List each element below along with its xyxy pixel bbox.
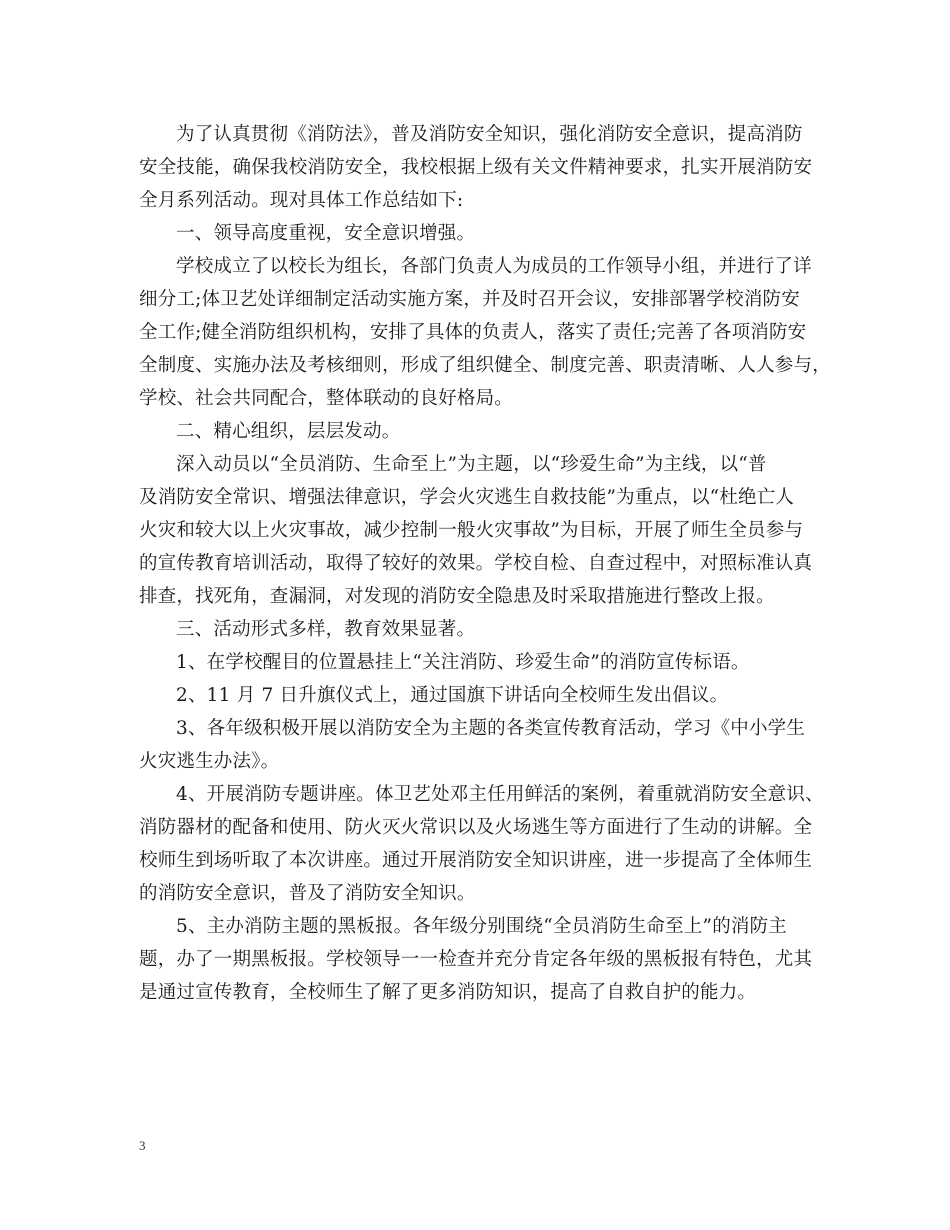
paragraph-line: 安全技能，确保我校消防安全，我校根据上级有关文件精神要求，扎实开展消防安 — [139, 157, 813, 178]
list-item-continuation: 的消防安全意识，普及了消防安全知识。 — [139, 883, 476, 904]
list-item-continuation: 火灾逃生办法》。 — [139, 751, 280, 772]
list-item-continuation: 校师生到场听取了本次讲座。通过开展消防安全知识讲座，进一步提高了全体师生 — [139, 850, 813, 871]
section-heading: 二、精心组织，层层发动。 — [176, 421, 401, 442]
list-item: 3、各年级积极开展以消防安全为主题的各类宣传教育活动，学习《中小学生 — [176, 718, 806, 739]
page-number: 3 — [139, 1138, 146, 1153]
list-item: 4、开展消防专题讲座。体卫艺处邓主任用鲜活的案例，着重就消防安全意识、 — [176, 784, 824, 805]
paragraph-line: 学校成立了以校长为组长，各部门负责人为成员的工作领导小组，并进行了详 — [176, 256, 812, 277]
paragraph-line: 学校、社会共同配合，整体联动的良好格局。 — [139, 388, 514, 409]
paragraph-line: 火灾和较大以上火灾事故，减少控制一般火灾事故”为目标，开展了师生全员参与 — [139, 520, 804, 541]
list-item: 5、主办消防主题的黑板报。各年级分别围绕“全员消防生命至上”的消防主 — [176, 916, 787, 937]
paragraph-line: 全月系列活动。现对具体工作总结如下: — [139, 190, 464, 211]
paragraph-line: 为了认真贯彻《消防法》，普及消防安全知识，强化消防安全意识，提高消防 — [176, 124, 803, 145]
section-heading: 三、活动形式多样，教育效果显著。 — [176, 619, 476, 640]
section-heading: 一、领导高度重视，安全意识增强。 — [176, 223, 476, 244]
list-item-continuation: 消防器材的配备和使用、防火灭火常识以及火场逃生等方面进行了生动的讲解。全 — [139, 817, 813, 838]
list-item-continuation: 是通过宣传教育，全校师生了解了更多消防知识，提高了自救自护的能力。 — [139, 982, 757, 1003]
list-item: 2、11 月 7 日升旗仪式上，通过国旗下讲话向全校师生发出倡议。 — [176, 685, 729, 706]
list-item: 1、在学校醒目的位置悬挂上“关注消防、珍爱生命”的消防宣传标语。 — [176, 652, 750, 673]
paragraph-line: 深入动员以“全员消防、生命至上”为主题，以“珍爱生命”为主线，以“普 — [176, 454, 767, 475]
paragraph-line: 排查，找死角，查漏洞，对发现的消防安全隐患及时采取措施进行整改上报。 — [139, 586, 775, 607]
paragraph-line: 及消防安全常识、增强法律意识，学会火灾逃生自救技能”为重点，以“杜绝亡人 — [139, 487, 795, 508]
list-item-continuation: 题，办了一期黑板报。学校领导一一检查并充分肯定各年级的黑板报有特色，尤其 — [139, 949, 813, 970]
paragraph-line: 细分工;体卫艺处详细制定活动实施方案，并及时召开会议，安排部署学校消防安 — [139, 289, 800, 310]
paragraph-line: 全工作;健全消防组织机构，安排了具体的负责人，落实了责任;完善了各项消防安 — [139, 322, 807, 343]
paragraph-line: 的宣传教育培训活动，取得了较好的效果。学校自检、自查过程中，对照标准认真 — [139, 553, 813, 574]
document-body — [139, 118, 831, 1009]
paragraph-line: 全制度、实施办法及考核细则，形成了组织健全、制度完善、职责清晰、人人参与， — [139, 355, 831, 376]
